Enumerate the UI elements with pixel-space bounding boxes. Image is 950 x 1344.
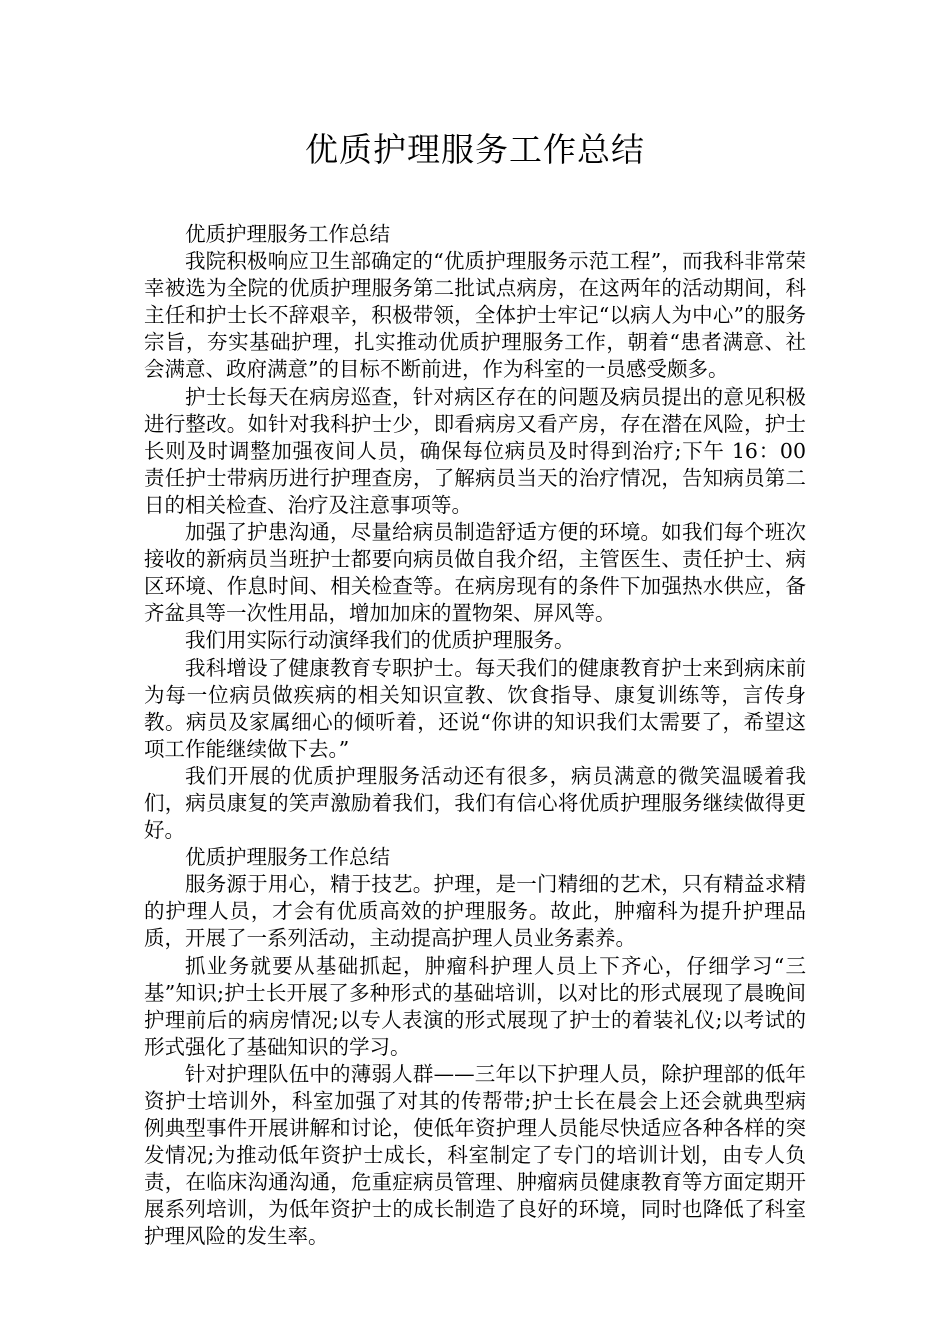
document-title: 优质护理服务工作总结 (305, 130, 645, 169)
paragraph-health-education: 我科增设了健康教育专职护士。每天我们的健康教育护士来到病床前为每一位病员做疾病的相关知识宣教、饮食指导、康复训练等，言传身教。病员及家属细心的倾听着，还说“你讲的知识我们太需要了，希望这项工作能继续做下去。” (144, 655, 806, 761)
paragraph-intro: 我院积极响应卫生部确定的“优质护理服务示范工程”，而我科非常荣幸被选为全院的优质护理服务第二批试点病房，在这两年的活动期间，科主任和护士长不辞艰辛，积极带领，全体护士牢记“以病人为中心”的服务宗旨，夯实基础护理，扎实推动优质护理服务工作，朝着“患者满意、社会满意、政府满意”的目标不断前进，作为科室的一员感受颇多。 (144, 249, 806, 382)
paragraph-communication: 加强了护患沟通，尽量给病员制造舒适方便的环境。如我们每个班次接收的新病员当班护士都要向病员做自我介绍，主管医生、责任护士、病区环境、作息时间、相关检查等。在病房现有的条件下加强热水供应，备齐盆具等一次性用品，增加加床的置物架、屏风等。 (144, 520, 806, 626)
paragraph-basic-training: 抓业务就要从基础抓起，肿瘤科护理人员上下齐心，仔细学习“三基”知识;护士长开展了多种形式的基础培训，以对比的形式展现了晨晚间护理前后的病房情况;以专人表演的形式展现了护士的着装礼仪;以考试的形式强化了基础知识的学习。 (144, 953, 806, 1059)
paragraph-subtitle-2: 优质护理服务工作总结 (185, 845, 390, 870)
paragraph-action: 我们用实际行动演绎我们的优质护理服务。 (185, 628, 575, 653)
paragraph-conclusion-1: 我们开展的优质护理服务活动还有很多，病员满意的微笑温暖着我们，病员康复的笑声激励着我们，我们有信心将优质护理服务继续做得更好。 (144, 763, 806, 843)
document-body (144, 221, 806, 1251)
paragraph-subtitle-1: 优质护理服务工作总结 (185, 222, 390, 246)
paragraph-service-origin: 服务源于用心，精于技艺。护理，是一门精细的艺术，只有精益求精的护理人员，才会有优质高效的护理服务。故此，肿瘤科为提升护理品质，开展了一系列活动，主动提高护理人员业务素养。 (144, 872, 806, 951)
paragraph-head-nurse-rounds: 护士长每天在病房巡查，针对病区存在的问题及病员提出的意见积极进行整改。如针对我科护士少，即看病房又看产房，存在潜在风险，护士长则及时调整加强夜间人员，确保每位病员及时得到治疗;下午 16：00 责任护士带病历进行护理查房，了解病员当天的治疗情况，告知病员第二日的相关检查、治疗及注意事项等。 (144, 384, 806, 517)
paragraph-junior-nurses: 针对护理队伍中的薄弱人群——三年以下护理人员，除护理部的低年资护士培训外，科室加强了对其的传帮带;护士长在晨会上还会就典型病例典型事件开展讲解和讨论，使低年资护理人员能尽快适应各种各样的突发情况;为推动低年资护士成长，科室制定了专门的培训计划，由专人负责，在临床沟通沟通，危重症病员管理、肿瘤病员健康教育等方面定期开展系列培训，为低年资护士的成长制造了良好的环境，同时也降低了科室护理风险的发生率。 (144, 1061, 806, 1249)
